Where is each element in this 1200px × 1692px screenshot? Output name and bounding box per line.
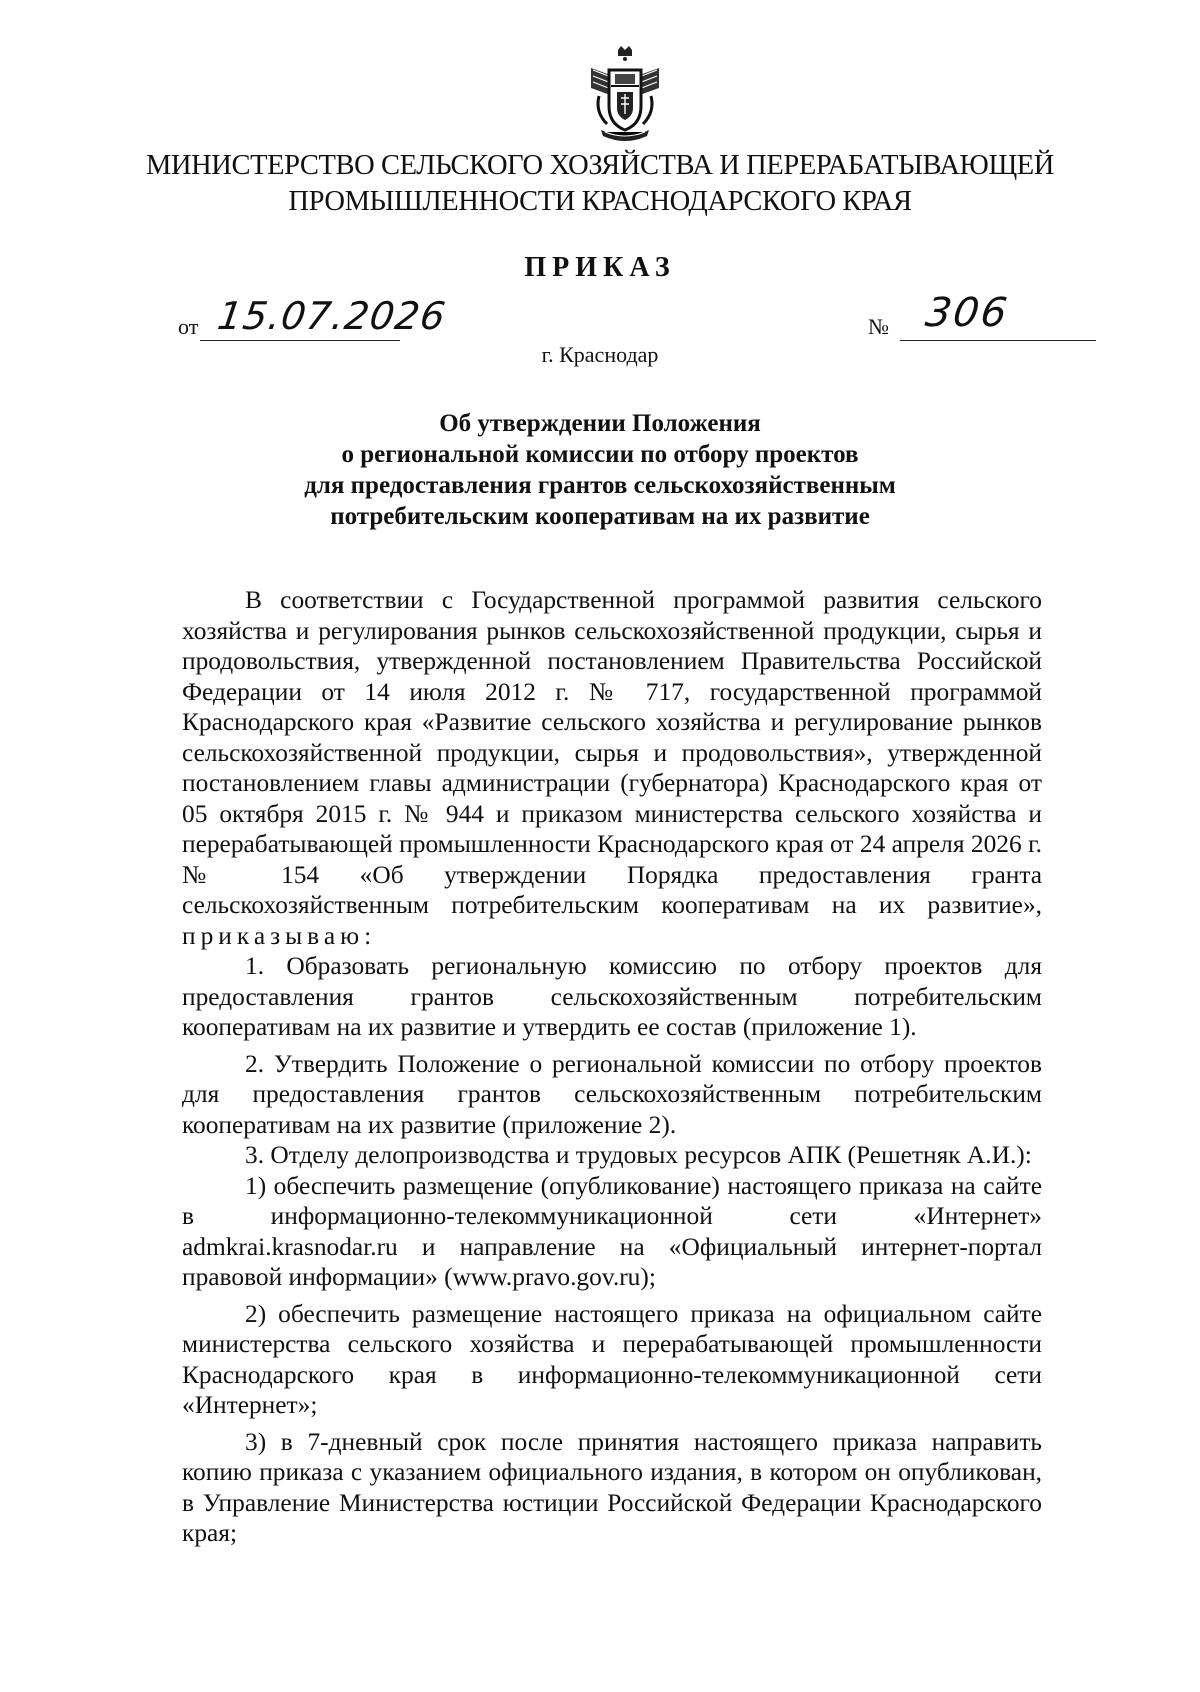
title-line-1: Об утверждении Положения xyxy=(439,410,761,437)
paragraph-item-3-3: 3) в 7-дневный срок после принятия настоящего приказа направить копию приказа с указанием официального издания, в котором он опубликован, в Управление Министерства юстиции Российской Федерации Краснодарского края; xyxy=(182,1427,1042,1547)
ministry-name xyxy=(120,148,1080,220)
date-underline xyxy=(200,340,400,341)
paragraph-item-3-1: 1) обеспечить размещение (опубликование) настоящего приказа на сайте в информационно-телекоммуникационной сети «Интернет» admkrai.krasnodar.ru и направление на «Официальный интернет-портал правовой информации» (www.pravo.gov.ru); xyxy=(182,1171,1042,1291)
number-underline xyxy=(900,340,1096,341)
paragraph-item-3-2: 2) обеспечить размещение настоящего приказа на официальном сайте министерства сельского хозяйства и перерабатывающей промышленности Краснодарского края в информационно-телекоммуникационной сети «Интернет»; xyxy=(182,1299,1042,1419)
date-number-row xyxy=(178,290,1078,346)
paragraph-item-3: 3. Отделу делопроизводства и трудовых ресурсов АПК (Решетняк А.И.): xyxy=(245,1141,1032,1169)
number-label: № xyxy=(868,314,889,339)
preamble-text: В соответствии с Государственной программой развития сельского хозяйства и регулирования рынков сельскохозяйственной продукции, сырья и продовольствия, утвержденной постановлением Правительства Российской Федерации от 14 июля 2012 г. № 717, государственной программой Краснодарского края «Развитие сельского хозяйства и регулирование рынков сельскохозяйственной продукции, сырья и продовольствия», утвержденной постановлением главы администрации (губернатора) Краснодарского края от 05 октября 2015 г. № 944 и приказом министерства сельского хозяйства и перерабатывающей промышленности Краснодарского края от 24 апреля 2026 г. № 154 «Об утверждении Порядка предоставления гранта сельскохозяйственным потребительским кооперативам на их развитие», xyxy=(182,586,1042,919)
paragraph-item-2: 2. Утвердить Положение о региональной комиссии по отбору проектов для предоставления грантов сельскохозяйственным потребительским кооперативам на их развитие (приложение 2). xyxy=(182,1049,1042,1139)
handwritten-number: 306 xyxy=(922,290,1012,336)
order-word: приказываю: xyxy=(182,921,377,950)
title-line-4: потребительским кооперативам на их развитие xyxy=(330,503,870,530)
coat-of-arms-icon xyxy=(585,46,665,144)
ministry-line-2: ПРОМЫШЛЕННОСТИ КРАСНОДАРСКОГО КРАЯ xyxy=(288,186,912,217)
title-line-2: о региональной комиссии по отбору проектов xyxy=(341,441,859,468)
paragraph-item-1: 1. Образовать региональную комиссию по отбору проектов для предоставления грантов сельскохозяйственным потребительским кооперативам на их развитие и утвердить ее состав (приложение 1). xyxy=(182,952,1042,1041)
document-body xyxy=(182,585,1042,1549)
document-title xyxy=(120,408,1080,532)
date-label: от xyxy=(178,314,199,339)
paragraph-preamble xyxy=(182,585,1042,951)
document-type: ПРИКАЗ xyxy=(524,252,676,283)
title-line-3: для предоставления грантов сельскохозяйственным xyxy=(304,472,896,499)
ministry-line-1: МИНИСТЕРСТВО СЕЛЬСКОГО ХОЗЯЙСТВА И ПЕРЕРАБАТЫВАЮЩЕЙ xyxy=(146,150,1054,181)
handwritten-date: 15.07.2026 xyxy=(214,294,449,338)
city: г. Краснодар xyxy=(541,342,659,367)
